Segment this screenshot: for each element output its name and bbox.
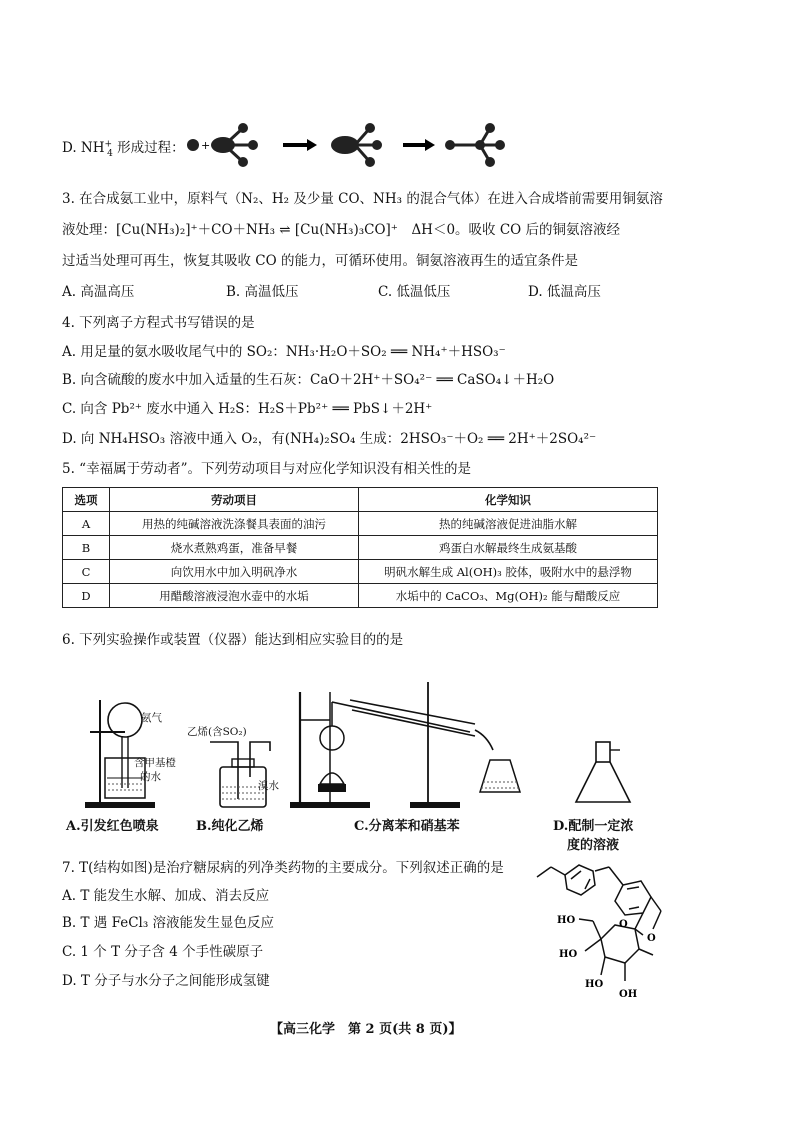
table-cell: B	[63, 536, 110, 560]
header-knowledge: 化学知识	[359, 488, 658, 512]
caption-d-line2: 度的溶液	[567, 838, 620, 853]
apparatus-d-flask	[572, 742, 642, 812]
table-cell: 水垢中的 CaCO₃、Mg(OH)₂ 能与醋酸反应	[359, 584, 658, 608]
table-cell: 明矾水解生成 Al(OH)₃ 胶体，吸附水中的悬浮物	[359, 560, 658, 584]
table-row	[63, 584, 658, 608]
struct-ho-1: HO	[557, 915, 576, 926]
q3-option-a: A. 高温高压	[62, 284, 135, 300]
caption-b: B.纯化乙烯	[196, 819, 264, 834]
caption-d-line1: D.配制一定浓	[553, 819, 634, 834]
q3-option-b: B. 高温低压	[226, 284, 299, 300]
table-row	[63, 512, 658, 536]
label-indicator-2: 的水	[140, 771, 161, 783]
q7-option-c: C. 1 个 T 分子含 4 个手性碳原子	[62, 944, 264, 960]
q4-option-b: B. 向含硫酸的废水中加入适量的生石灰：CaO＋2H⁺＋SO₄²⁻ ══ CaSO₄↓＋H₂O	[62, 372, 555, 388]
caption-a: A.引发红色喷泉	[66, 819, 159, 834]
q5-stem: 5. “幸福属于劳动者”。下列劳动项目与对应化学知识没有相关性的是	[62, 461, 471, 477]
struct-o-1: O	[619, 919, 628, 930]
q7-option-d: D. T 分子与水分子之间能形成氢键	[62, 973, 270, 989]
table-cell: 烧水煮熟鸡蛋，准备早餐	[110, 536, 359, 560]
page-footer: 【高三化学 第 2 页(共 8 页)】	[270, 1022, 462, 1037]
label-bromine: 溴水	[258, 780, 279, 792]
table-cell: 用热的纯碱溶液洗涤餐具表面的油污	[110, 512, 359, 536]
q7-option-b: B. T 遇 FeCl₃ 溶液能发生显色反应	[62, 915, 275, 931]
table-cell: 鸡蛋白水解最终生成氨基酸	[359, 536, 658, 560]
table-cell: 用醋酸溶液浸泡水壶中的水垢	[110, 584, 359, 608]
struct-ho-3: HO	[585, 979, 604, 990]
label-indicator-1: 含甲基橙	[134, 757, 176, 769]
q3-line2: 液处理：[Cu(NH₃)₂]⁺＋CO＋NH₃ ⇌ [Cu(NH₃)₃CO]⁺ ΔH＜0。吸收 CO 后的铜氨溶液经	[62, 222, 621, 238]
q5-table	[62, 487, 658, 608]
q4-option-a: A. 用足量的氨水吸收尾气中的 SO₂：NH₃·H₂O＋SO₂ ══ NH₄⁺＋HSO₃⁻	[62, 344, 506, 360]
caption-c: C.分离苯和硝基苯	[354, 819, 460, 834]
q7-stem: 7. T(结构如图)是治疗糖尿病的列净类药物的主要成分。下列叙述正确的是	[62, 860, 504, 876]
svg-text:+: +	[201, 139, 211, 152]
label-ammonia: 氨气	[141, 712, 162, 724]
label-ethylene: 乙烯(含SO₂)	[187, 726, 247, 738]
header-labor: 劳动项目	[110, 488, 359, 512]
table-cell: A	[63, 512, 110, 536]
struct-o-2: O	[647, 933, 656, 944]
nh4-formation-diagram	[185, 120, 505, 170]
table-cell: D	[63, 584, 110, 608]
struct-ho-2: HO	[559, 949, 578, 960]
q6-stem: 6. 下列实验操作或装置（仪器）能达到相应实验目的的是	[62, 632, 404, 648]
q3-option-c: C. 低温低压	[378, 284, 451, 300]
table-row	[63, 536, 658, 560]
q7-option-a: A. T 能发生水解、加成、消去反应	[62, 888, 270, 904]
q4-stem: 4. 下列离子方程式书写错误的是	[62, 315, 255, 331]
table-cell: 向饮用水中加入明矾净水	[110, 560, 359, 584]
header-option: 选项	[63, 488, 110, 512]
q4-option-d: D. 向 NH₄HSO₃ 溶液中通入 O₂，有(NH₄)₂SO₄ 生成：2HSO₃⁻＋O₂ ══ 2H⁺＋2SO₄²⁻	[62, 431, 597, 447]
apparatus-c-distillation	[290, 672, 530, 812]
struct-oh: OH	[619, 989, 638, 1000]
table-row	[63, 560, 658, 584]
q3-option-d: D. 低温高压	[528, 284, 601, 300]
apparatus-b-gas-washer	[210, 737, 290, 817]
q4-option-c: C. 向含 Pb²⁺ 废水中通入 H₂S：H₂S＋Pb²⁺ ══ PbS↓＋2H⁺	[62, 401, 433, 417]
table-header-row	[63, 488, 658, 512]
q2-option-d: D. $NH^+_4$ 形成过程：	[62, 139, 185, 159]
q3-line1: 3. 在合成氨工业中，原料气（N₂、H₂ 及少量 CO、NH₃ 的混合气体）在进入合成塔前需要用铜氨溶	[62, 191, 663, 207]
table-cell: C	[63, 560, 110, 584]
molecule-t-structure	[535, 845, 715, 1015]
table-cell: 热的纯碱溶液促进油脂水解	[359, 512, 658, 536]
q3-line3: 过适当处理可再生，恢复其吸收 CO 的能力，可循环使用。铜氨溶液再生的适宜条件是	[62, 253, 578, 269]
